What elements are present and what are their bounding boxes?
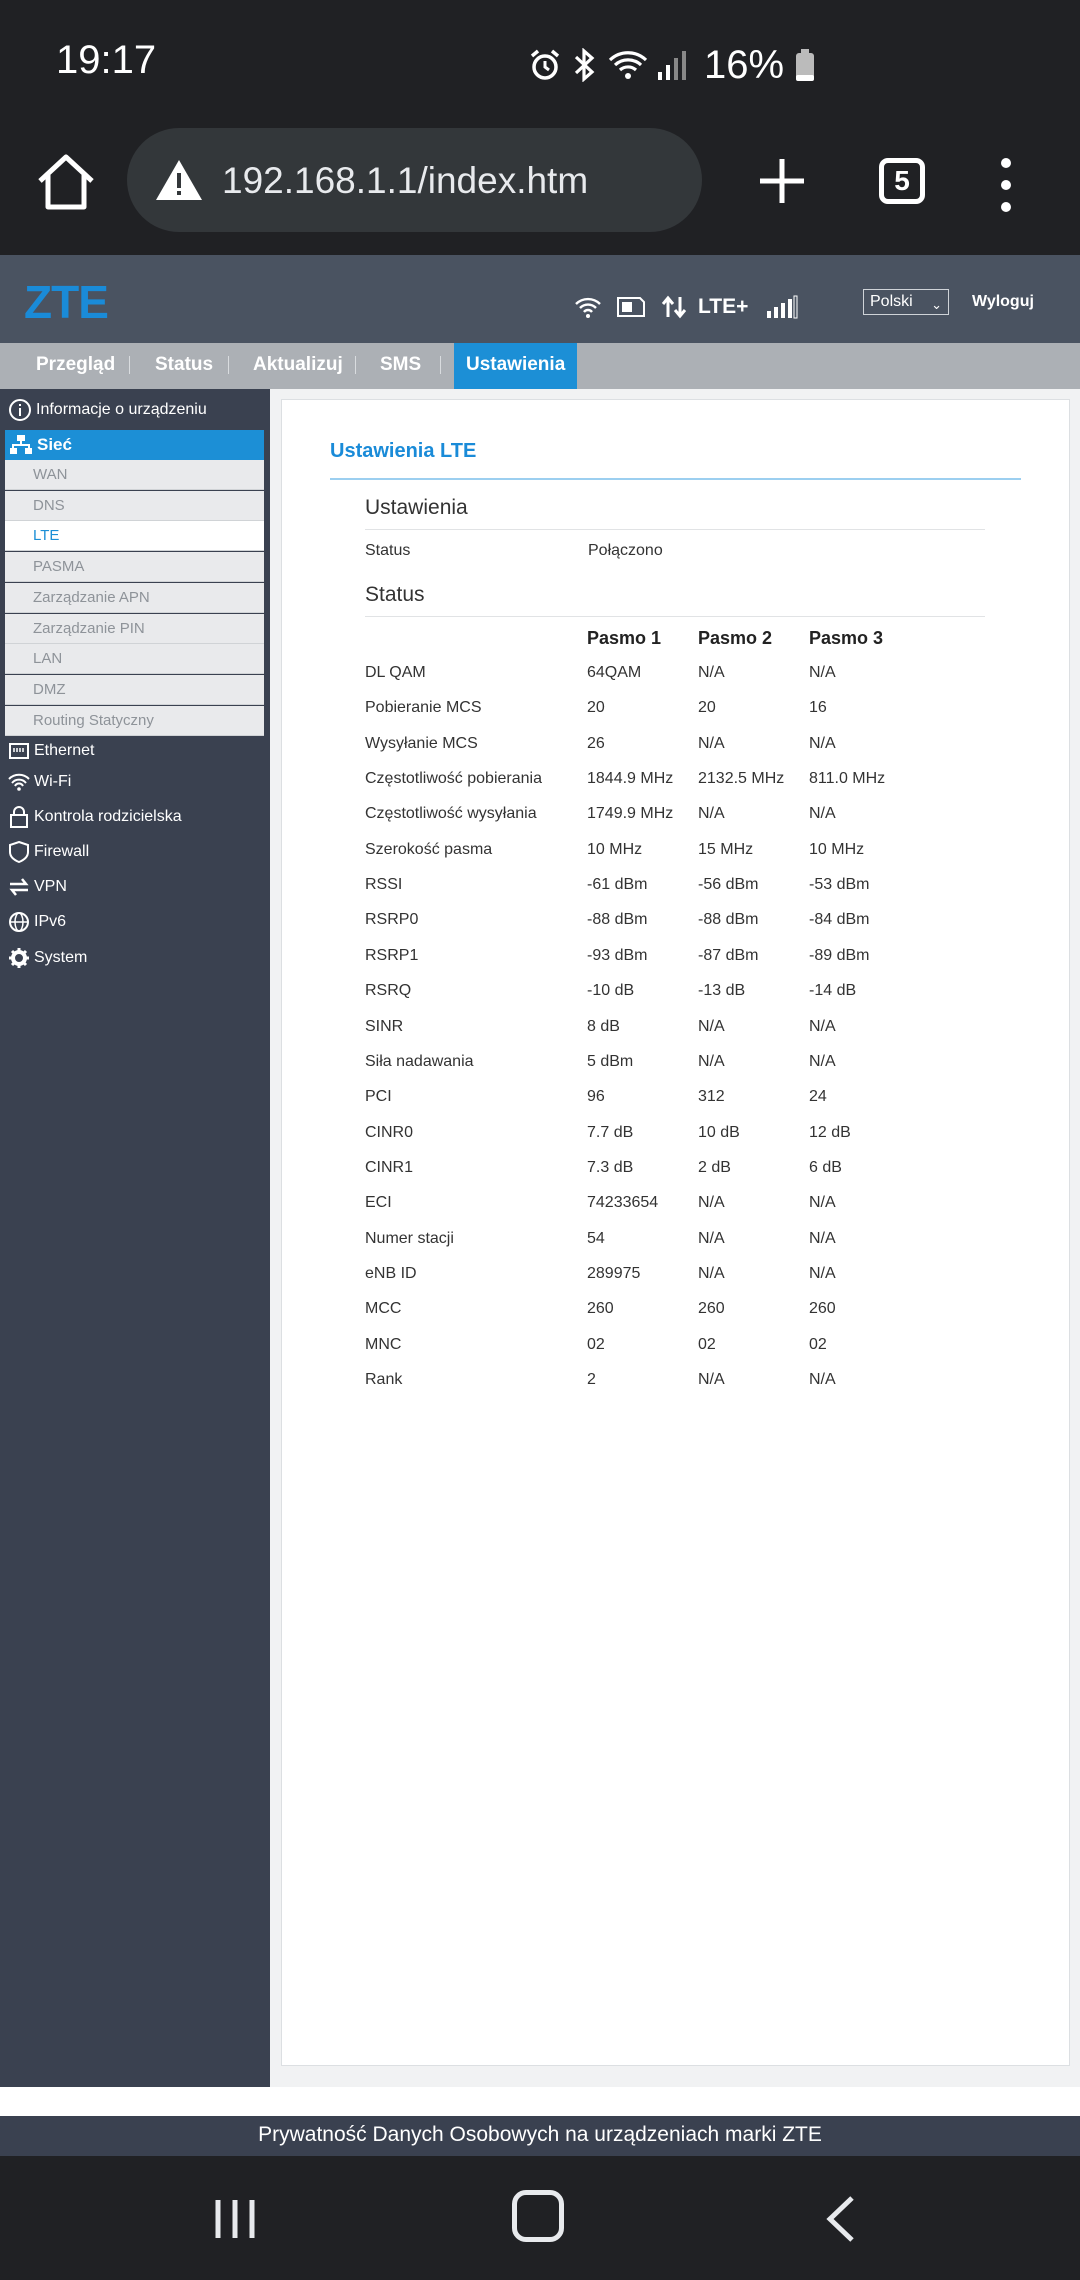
sidebar-item-system[interactable] <box>8 943 87 973</box>
network-icon <box>9 434 33 456</box>
sidebar-item-ipv6[interactable] <box>8 907 66 937</box>
band-3-value: N/A <box>809 1371 836 1388</box>
row-label: eNB ID <box>365 1264 417 1282</box>
android-nav-bar <box>0 2156 1080 2280</box>
band-3-value: N/A <box>809 805 836 823</box>
band-3-value: 24 <box>809 1088 827 1106</box>
row-label: MNC <box>365 1335 402 1353</box>
sidebar-item-wifi[interactable] <box>8 767 71 797</box>
title-divider <box>330 478 1021 480</box>
sidebar-item-label: Firewall <box>34 843 90 860</box>
band-2-value: N/A <box>698 664 725 681</box>
row-label: DL QAM <box>365 664 426 681</box>
section-divider <box>365 529 985 530</box>
sidebar-item-pin[interactable]: Zarządzanie PIN <box>5 614 264 644</box>
home-nav-button[interactable] <box>512 2190 564 2242</box>
network-type: LTE+ <box>698 295 749 318</box>
cell-signal-icon <box>658 48 688 82</box>
row-label: Siła nadawania <box>365 1052 474 1070</box>
lte-settings-panel <box>281 399 1070 2066</box>
page-title: Ustawienia LTE <box>330 440 477 462</box>
band-2-value: N/A <box>698 1194 725 1212</box>
row-label: CINR1 <box>365 1158 414 1176</box>
column-header-band-1: Pasmo 1 <box>587 628 662 648</box>
band-2-value: 2 dB <box>698 1158 731 1176</box>
band-3-value: 10 MHz <box>809 840 865 858</box>
band-1-value: 289975 <box>587 1264 641 1282</box>
more-options-icon[interactable] <box>994 155 1018 215</box>
band-1-value: -61 dBm <box>587 876 648 894</box>
band-3-value: N/A <box>809 1229 836 1247</box>
row-label: Szerokość pasma <box>365 840 493 858</box>
tab-status[interactable]: Status <box>155 354 214 375</box>
band-3-value: N/A <box>809 664 836 681</box>
status-label: Status <box>365 542 411 559</box>
sidebar-item-apn[interactable]: Zarządzanie APN <box>5 583 264 613</box>
band-3-value: 6 dB <box>809 1158 842 1176</box>
row-label: Numer stacji <box>365 1229 454 1247</box>
band-3-value: N/A <box>809 734 836 752</box>
band-2-value: -88 dBm <box>698 911 759 929</box>
band-3-value: 260 <box>809 1300 836 1318</box>
sidebar-item-pasma[interactable]: PASMA <box>5 552 264 582</box>
row-label: RSRP1 <box>365 946 419 964</box>
tab-update[interactable]: Aktualizuj <box>253 354 343 375</box>
row-label: ECI <box>365 1194 392 1212</box>
band-1-value: 10 MHz <box>587 840 643 858</box>
band-1-value: -10 dB <box>587 982 635 1000</box>
band-3-value: N/A <box>809 1017 836 1035</box>
battery-icon <box>794 48 816 82</box>
sidebar-item-lan[interactable]: LAN <box>5 644 264 674</box>
sidebar-item-wan[interactable]: WAN <box>5 460 264 490</box>
info-icon <box>8 398 32 422</box>
band-1-value: 260 <box>587 1300 614 1318</box>
band-1-value: 5 dBm <box>587 1052 634 1070</box>
band-1-value: 74233654 <box>587 1194 659 1212</box>
band-1-value: 02 <box>587 1335 605 1353</box>
section-divider <box>365 616 985 617</box>
band-2-value: N/A <box>698 1052 725 1070</box>
band-2-value: 10 dB <box>698 1123 740 1141</box>
row-label: RSRP0 <box>365 911 419 929</box>
band-3-value: -89 dBm <box>809 946 870 964</box>
row-label: Częstotliwość pobierania <box>365 770 542 788</box>
band-1-value: -93 dBm <box>587 946 648 964</box>
sidebar-item-label: Kontrola rodzicielska <box>34 808 182 825</box>
row-label: Rank <box>365 1371 403 1388</box>
band-2-value: N/A <box>698 1264 725 1282</box>
band-2-value: 20 <box>698 699 716 717</box>
sidebar-item-lte[interactable]: LTE <box>5 521 264 551</box>
band-2-value: 312 <box>698 1088 725 1106</box>
band-3-value: 02 <box>809 1335 827 1353</box>
band-1-value: 7.7 dB <box>587 1123 634 1141</box>
sidebar-item-label: Wi-Fi <box>34 773 72 790</box>
nav-divider <box>228 356 229 374</box>
row-label: Częstotliwość wysyłania <box>365 805 537 823</box>
sidebar-item-ethernet[interactable] <box>8 736 94 766</box>
language-select-value: Polski <box>870 293 913 310</box>
sidebar-item-vpn[interactable] <box>8 872 67 902</box>
back-icon[interactable] <box>822 2194 862 2244</box>
band-3-value: 12 dB <box>809 1123 851 1141</box>
row-label: Wysyłanie MCS <box>365 734 478 752</box>
band-2-value: -87 dBm <box>698 946 759 964</box>
browser-toolbar <box>0 125 1080 255</box>
main-nav <box>0 343 1080 389</box>
sidebar-item-label: Informacje o urządzeniu <box>36 401 207 418</box>
band-2-value: N/A <box>698 805 725 823</box>
band-1-value: 7.3 dB <box>587 1158 634 1176</box>
sidebar-item-dmz[interactable]: DMZ <box>5 675 264 705</box>
band-2-value: 02 <box>698 1335 716 1353</box>
sim-card-icon <box>616 296 646 318</box>
lock-icon <box>8 806 30 828</box>
band-2-value: -13 dB <box>698 982 746 1000</box>
chevron-down-icon: ⌄ <box>931 297 942 312</box>
language-select[interactable] <box>863 289 949 315</box>
sidebar-item-label: VPN <box>34 878 67 895</box>
nav-divider <box>129 356 130 374</box>
sidebar-item-parental-control[interactable] <box>8 802 182 832</box>
tab-settings[interactable]: Ustawienia <box>454 343 577 389</box>
band-3-value: N/A <box>809 1264 836 1282</box>
section-heading-status: Status <box>365 583 425 606</box>
privacy-footer-link[interactable]: Prywatność Danych Osobowych na urządzeniach marki ZTE <box>0 2116 1080 2156</box>
band-3-value: N/A <box>809 1194 836 1212</box>
sidebar-item-dns[interactable]: DNS <box>5 491 264 521</box>
band-1-value: 20 <box>587 699 605 717</box>
ethernet-icon <box>8 741 30 761</box>
recent-apps-icon[interactable] <box>214 2198 256 2240</box>
band-1-value: 54 <box>587 1229 605 1247</box>
row-label: RSSI <box>365 876 403 894</box>
sidebar <box>0 389 270 2087</box>
vpn-arrows-icon <box>8 876 30 898</box>
sidebar-group-network[interactable] <box>5 430 264 460</box>
row-label: MCC <box>365 1300 402 1318</box>
zte-logo: ZTE <box>24 276 108 328</box>
section-heading-settings: Ustawienia <box>365 496 468 519</box>
band-3-value: N/A <box>809 1052 836 1070</box>
tab-switcher-button[interactable]: 5 <box>879 158 925 204</box>
wifi-icon <box>574 295 602 319</box>
band-3-value: 811.0 MHz <box>809 770 886 788</box>
band-1-value: 96 <box>587 1088 605 1106</box>
row-label: SINR <box>365 1017 404 1035</box>
new-tab-icon[interactable] <box>752 151 812 211</box>
band-2-value: 260 <box>698 1300 725 1318</box>
globe-icon <box>8 911 30 933</box>
row-label: RSRQ <box>365 982 412 1000</box>
band-1-value: 64QAM <box>587 664 642 681</box>
row-label: CINR0 <box>365 1123 414 1141</box>
band-2-value: N/A <box>698 1371 725 1388</box>
band-3-value: -14 dB <box>809 982 857 1000</box>
gear-icon <box>8 947 30 969</box>
band-1-value: 1749.9 MHz <box>587 805 674 823</box>
band-2-value: N/A <box>698 734 725 752</box>
header-status-icons <box>574 287 798 327</box>
sidebar-item-label: System <box>34 949 88 966</box>
battery-percent: 16% <box>704 42 785 87</box>
band-2-value: N/A <box>698 1017 725 1035</box>
band-2-value: 2132.5 MHz <box>698 770 785 788</box>
signal-strength-icon <box>766 295 798 319</box>
home-icon[interactable] <box>32 149 100 217</box>
band-1-value: 8 dB <box>587 1017 620 1035</box>
router-header <box>0 255 1080 343</box>
url-text: 192.168.1.1/index.htm <box>222 160 589 201</box>
android-status-bar <box>0 0 1080 125</box>
bluetooth-icon <box>572 48 598 82</box>
row-label: Pobieranie MCS <box>365 699 482 717</box>
band-2-value: 15 MHz <box>698 840 754 858</box>
wifi-icon <box>8 772 30 792</box>
status-value: Połączono <box>588 542 663 559</box>
band-2-value: N/A <box>698 1229 725 1247</box>
sidebar-item-label: IPv6 <box>34 913 67 930</box>
wifi-calling-icon <box>608 48 648 82</box>
data-transfer-icon <box>660 295 688 319</box>
nav-divider <box>355 356 356 374</box>
address-bar[interactable] <box>127 128 702 232</box>
column-header-band-3: Pasmo 3 <box>809 628 884 648</box>
band-1-value: 1844.9 MHz <box>587 770 674 788</box>
warning-icon[interactable] <box>154 158 204 202</box>
tab-sms[interactable]: SMS <box>380 354 422 375</box>
band-2-value: -56 dBm <box>698 876 759 894</box>
tab-overview[interactable]: Przegląd <box>36 354 116 375</box>
status-icons <box>528 40 816 90</box>
sidebar-group-label: Sieć <box>37 435 72 454</box>
sidebar-item-firewall[interactable] <box>8 837 89 867</box>
clock: 19:17 <box>56 38 157 82</box>
band-3-value: -84 dBm <box>809 911 870 929</box>
logout-link[interactable]: Wyloguj <box>972 293 1034 310</box>
band-1-value: 2 <box>587 1371 596 1388</box>
band-1-value: 26 <box>587 734 605 752</box>
band-3-value: -53 dBm <box>809 876 870 894</box>
sidebar-item-static-routing[interactable]: Routing Statyczny <box>5 706 264 736</box>
sidebar-item-device-info[interactable] <box>8 395 207 425</box>
band-1-value: -88 dBm <box>587 911 648 929</box>
sidebar-item-label: Ethernet <box>34 742 95 759</box>
shield-icon <box>8 841 30 863</box>
band-3-value: 16 <box>809 699 827 717</box>
alarm-icon <box>528 48 562 82</box>
nav-divider <box>440 356 441 374</box>
row-label: PCI <box>365 1088 392 1106</box>
column-header-band-2: Pasmo 2 <box>698 628 773 648</box>
